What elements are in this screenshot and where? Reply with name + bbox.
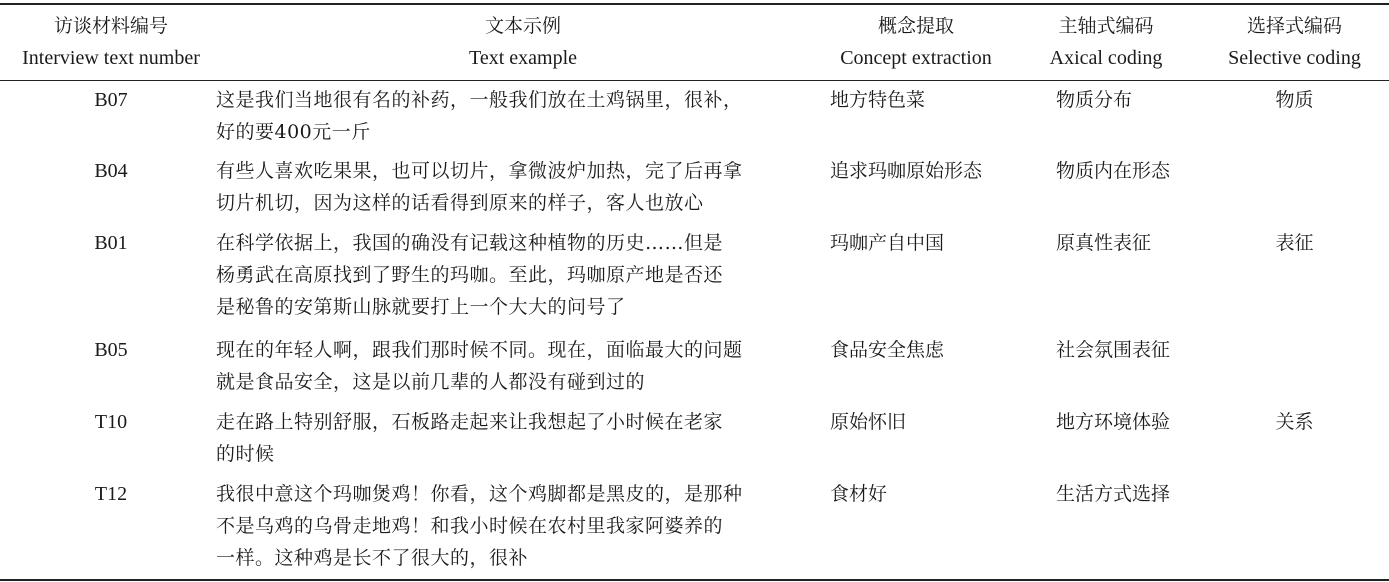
- row-concept: 食材好: [830, 483, 888, 505]
- header-cn: 文本示例: [484, 15, 561, 37]
- text-line: 有些人喜欢吃果果，也可以切片，拿微波炉加热，完了后再拿: [216, 160, 743, 182]
- row-concept: 地方特色菜: [830, 89, 926, 111]
- row-axial: 物质内在形态: [1056, 160, 1171, 182]
- header-en: Interview text number: [22, 47, 200, 69]
- header-cn: 选择式编码: [1246, 15, 1342, 37]
- row-concept: 追求玛咖原始形态: [830, 160, 983, 182]
- header-en: Text example: [469, 47, 577, 69]
- row-concept: 食品安全焦虑: [830, 339, 945, 361]
- row-text-example: [216, 155, 822, 219]
- row-selective: 物质: [1275, 89, 1314, 111]
- text-line: 在科学依据上，我国的确没有记载这种植物的历史……但是: [216, 232, 724, 254]
- row-axial: 社会氛围表征: [1056, 339, 1171, 361]
- header-cn: 主轴式编码: [1058, 15, 1154, 37]
- text-line: 不是乌鸡的乌骨走地鸡！和我小时候在农村里我家阿婆养的: [216, 515, 724, 537]
- header-cn: 概念提取: [877, 15, 954, 37]
- row-text-example: [216, 406, 822, 470]
- row-concept: 玛咖产自中国: [830, 232, 945, 254]
- header-en: Axical coding: [1049, 47, 1163, 69]
- row-text-example: [216, 84, 822, 148]
- text-line: 切片机切，因为这样的话看得到原来的样子，客人也放心: [216, 192, 704, 214]
- table-top-rule: [0, 3, 1389, 5]
- header-selective-coding: [1200, 10, 1389, 74]
- text-line: 这是我们当地很有名的补药，一般我们放在土鸡锅里，很补，: [216, 89, 743, 111]
- row-id: B04: [94, 160, 128, 182]
- row-text-example: [216, 478, 822, 574]
- row-text-example: [216, 227, 822, 323]
- text-line: 走在路上特别舒服，石板路走起来让我想起了小时候在老家: [216, 411, 724, 433]
- row-concept: 原始怀旧: [830, 411, 907, 433]
- row-id: T12: [94, 483, 128, 505]
- row-axial: 生活方式选择: [1056, 483, 1171, 505]
- header-cn: 访谈材料编号: [53, 15, 168, 37]
- row-axial: 地方环境体验: [1056, 411, 1171, 433]
- table-bottom-rule: [0, 579, 1389, 581]
- text-line: 是秘鲁的安第斯山脉就要打上一个大大的问号了: [216, 296, 626, 318]
- row-axial: 物质分布: [1056, 89, 1133, 111]
- text-line: 我很中意这个玛咖煲鸡！你看，这个鸡脚都是黑皮的，是那种: [216, 483, 743, 505]
- row-id: B01: [94, 232, 128, 254]
- header-axial-coding: [1012, 10, 1200, 74]
- header-concept-extraction: [820, 10, 1012, 74]
- text-line: 好的要400元一斤: [216, 121, 371, 143]
- row-id: B07: [94, 89, 128, 111]
- text-line: 的时候: [216, 443, 275, 465]
- row-id: B05: [94, 339, 128, 361]
- table-header-rule: [0, 80, 1389, 81]
- header-en: Concept extraction: [840, 47, 992, 69]
- text-line: 就是食品安全，这是以前几辈的人都没有碰到过的: [216, 371, 646, 393]
- text-line: 现在的年轻人啊，跟我们那时候不同。现在，面临最大的问题: [216, 339, 743, 361]
- row-selective: 表征: [1275, 232, 1314, 254]
- row-id: T10: [94, 411, 128, 433]
- text-line: 杨勇武在高原找到了野生的玛咖。至此，玛咖原产地是否还: [216, 264, 724, 286]
- header-text-example: [222, 10, 824, 74]
- header-en: Selective coding: [1228, 47, 1361, 69]
- row-axial: 原真性表征: [1056, 232, 1152, 254]
- row-text-example: [216, 334, 822, 398]
- text-line: 一样。这种鸡是长不了很大的，很补: [216, 547, 529, 569]
- table-header: [0, 10, 1389, 76]
- row-selective: 关系: [1275, 411, 1314, 433]
- header-interview-number: [0, 10, 222, 74]
